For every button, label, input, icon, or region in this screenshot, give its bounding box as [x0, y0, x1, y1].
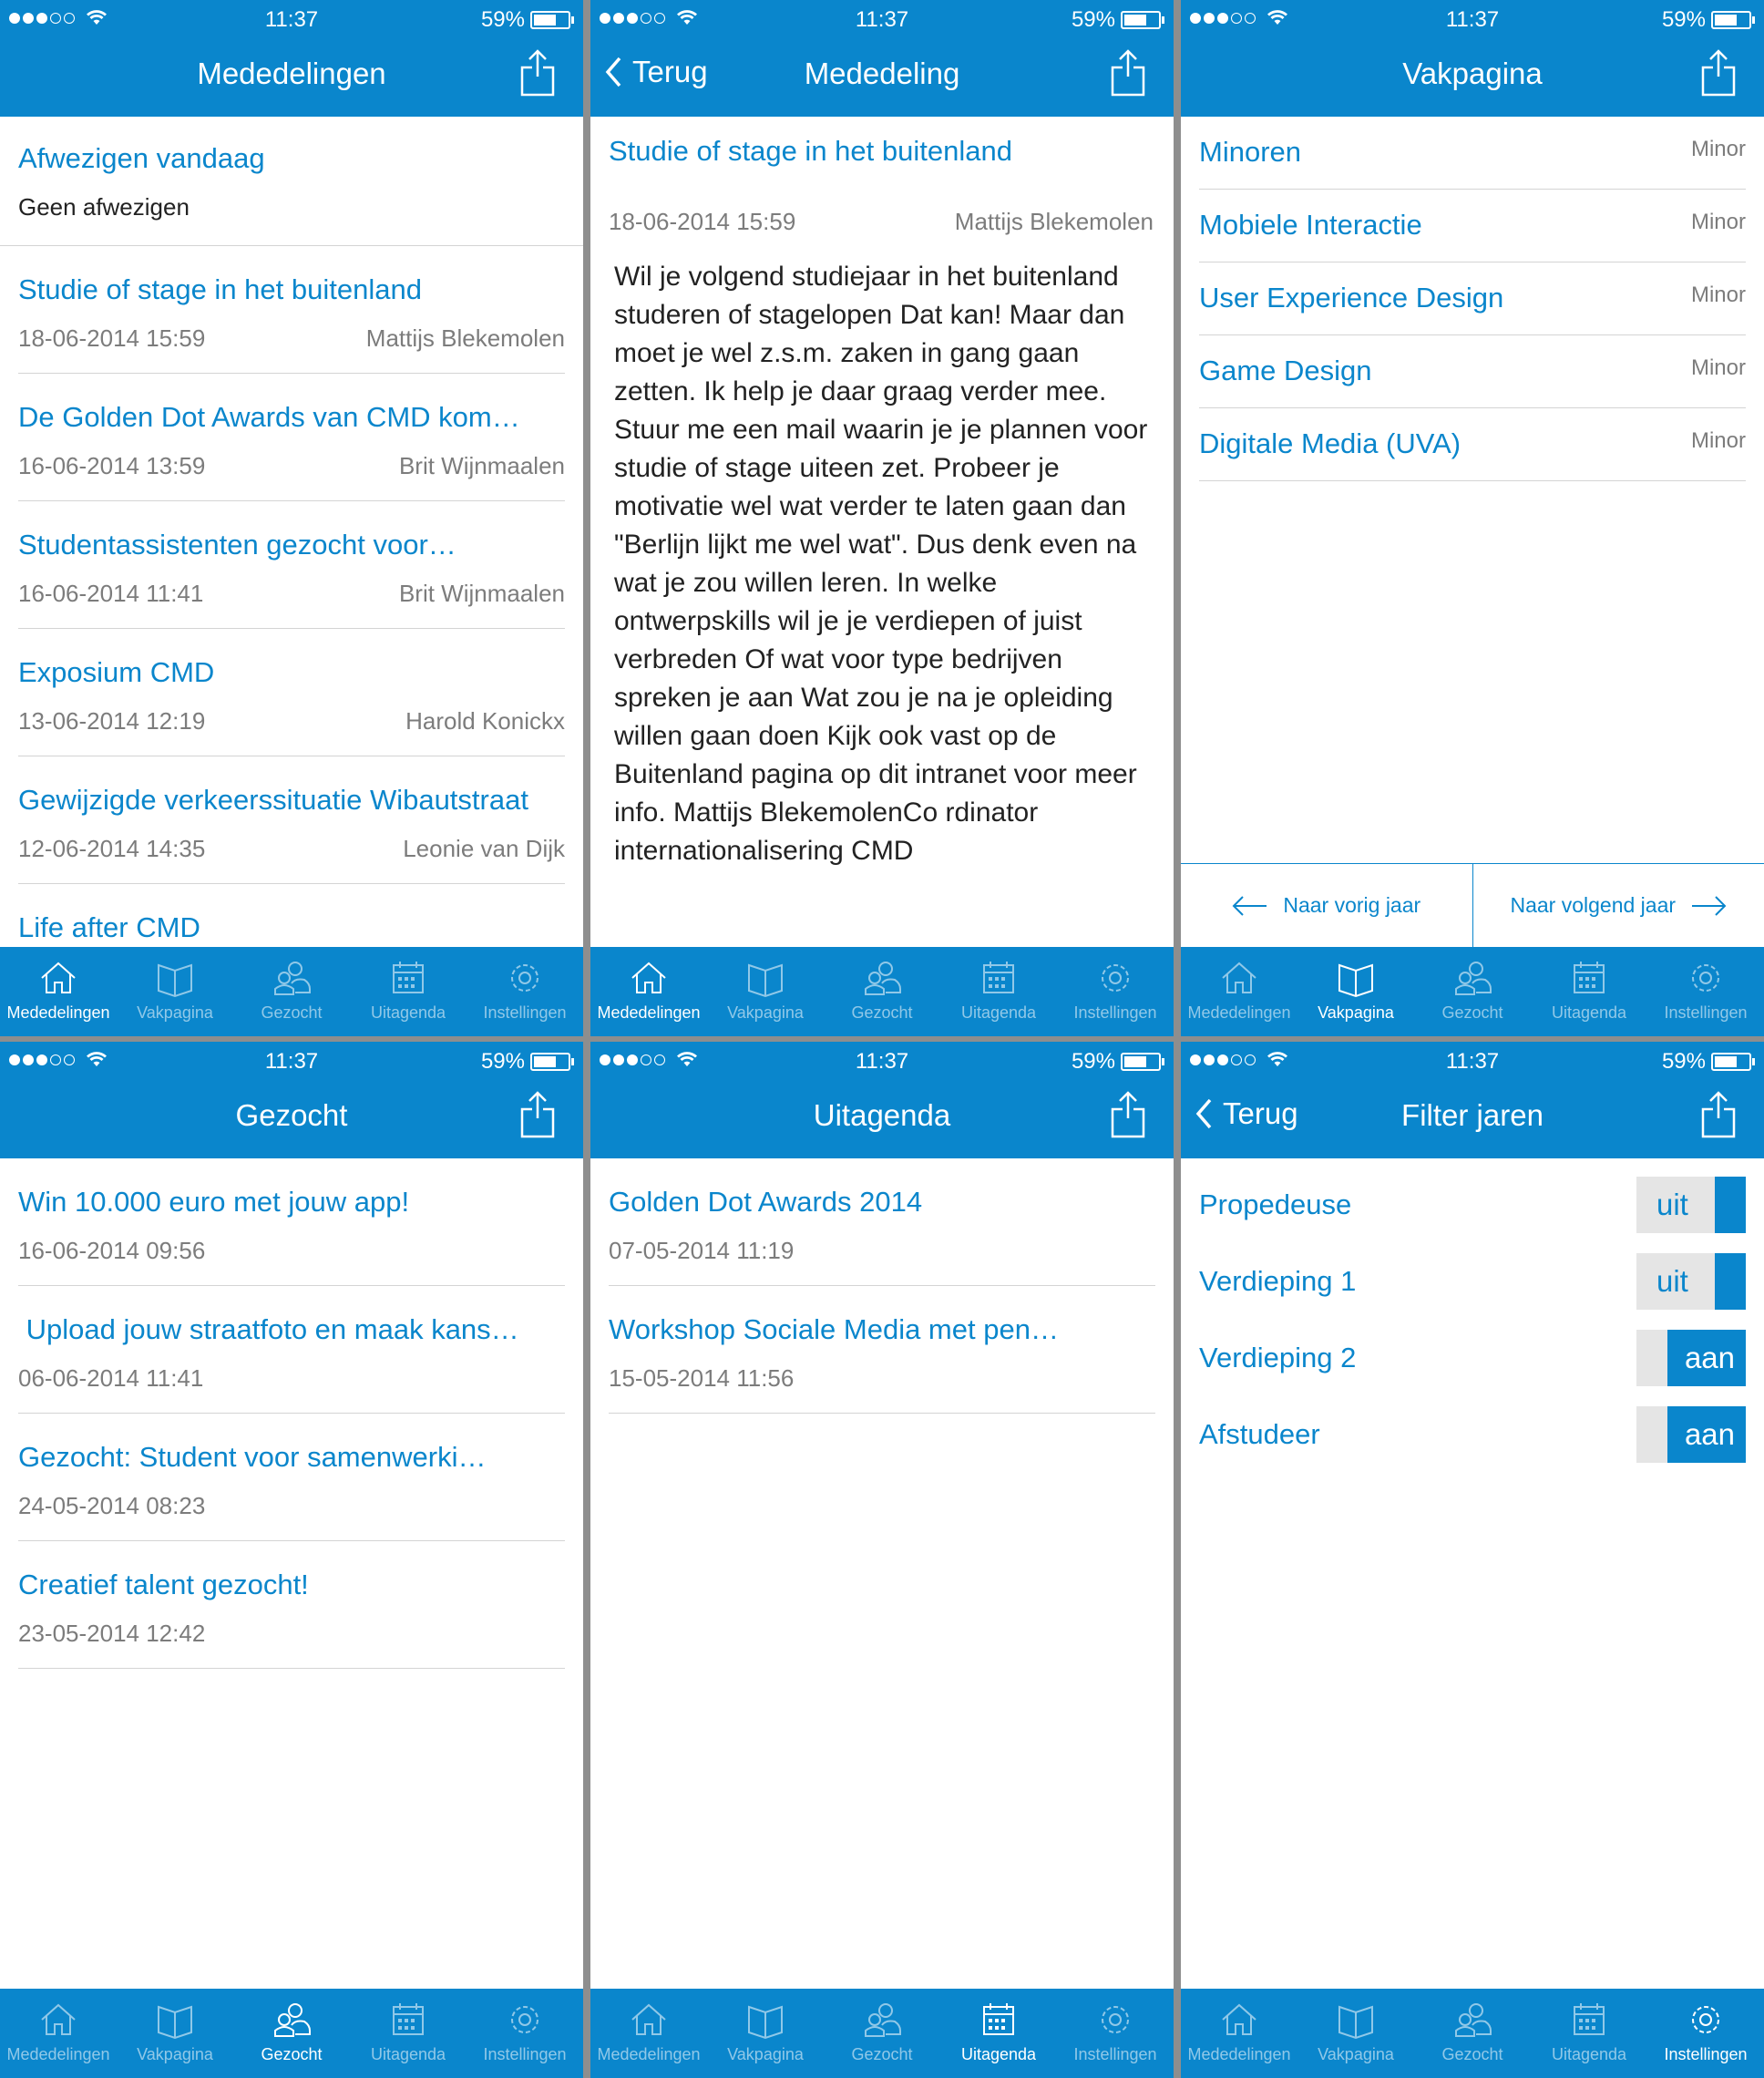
home-icon: [629, 958, 669, 998]
tab-gezocht[interactable]: [824, 1989, 940, 2078]
tab-gezocht[interactable]: [1414, 947, 1531, 1036]
share-icon[interactable]: [519, 49, 556, 97]
tab-label: Vakpagina: [1318, 1003, 1394, 1022]
tab-label: Vakpagina: [727, 1003, 804, 1022]
tab-label: Uitagenda: [1551, 1003, 1627, 1022]
item-title: Studentassistenten gezocht voor…: [18, 529, 456, 561]
tab-uitagenda[interactable]: [940, 1989, 1057, 2078]
tab-bar: [590, 947, 1174, 1036]
filter-toggle[interactable]: [1636, 1406, 1746, 1463]
item-title: Golden Dot Awards 2014: [609, 1186, 923, 1218]
item-date: 16-06-2014 13:59: [18, 452, 206, 479]
battery-indicator: [1072, 1049, 1164, 1075]
tab-mededelingen[interactable]: [0, 947, 117, 1036]
calendar-icon: [979, 958, 1019, 998]
tab-instellingen[interactable]: [467, 1989, 583, 2078]
screen-mededeling-detail: [590, 0, 1174, 1036]
battery-indicator: [481, 7, 574, 33]
tab-mededelingen[interactable]: [590, 947, 707, 1036]
tab-mededelingen[interactable]: [0, 1989, 117, 2078]
item-date: 16-06-2014 09:56: [18, 1237, 206, 1264]
home-icon: [1219, 958, 1259, 998]
item-date: 12-06-2014 14:35: [18, 835, 206, 862]
battery-icon: [1121, 11, 1161, 29]
book-icon: [155, 958, 195, 998]
tab-uitagenda[interactable]: [350, 1989, 467, 2078]
previous-year-button[interactable]: [1181, 864, 1472, 947]
tab-vakpagina[interactable]: [1297, 947, 1414, 1036]
people-icon: [272, 958, 312, 998]
gear-icon: [505, 958, 545, 998]
tab-label: Gezocht: [1441, 2045, 1503, 2063]
page-title: Vakpagina: [1402, 57, 1543, 90]
filter-row-afstudeer: [1199, 1406, 1746, 1463]
battery-percent: 59%: [1071, 7, 1115, 32]
tab-label: Gezocht: [851, 2045, 913, 2063]
previous-year-label: Naar vorig jaar: [1283, 893, 1421, 917]
tab-label: Vakpagina: [137, 2045, 213, 2063]
home-icon: [1219, 2000, 1259, 2040]
home-icon: [38, 958, 78, 998]
back-label: Terug: [632, 55, 708, 88]
tab-bar: [1181, 947, 1764, 1036]
tab-vakpagina[interactable]: [707, 947, 824, 1036]
battery-percent: 59%: [480, 7, 525, 32]
tab-instellingen[interactable]: [1057, 947, 1174, 1036]
tab-mededelingen[interactable]: [1181, 947, 1297, 1036]
tab-vakpagina[interactable]: [1297, 1989, 1414, 2078]
item-date: 24-05-2014 08:23: [18, 1492, 206, 1519]
tab-gezocht[interactable]: [233, 1989, 350, 2078]
status-time: 11:37: [264, 1049, 319, 1074]
page-title: Gezocht: [235, 1098, 348, 1132]
tab-label: Vakpagina: [137, 1003, 213, 1022]
tab-bar: [0, 1989, 583, 2078]
course-type: Minor: [1690, 210, 1746, 234]
toggle-text: uit: [1656, 1264, 1688, 1298]
tab-label: Mededelingen: [6, 2045, 110, 2063]
wanted-list: [0, 1158, 583, 1669]
book-icon: [155, 2000, 195, 2040]
battery-indicator: [1662, 7, 1755, 33]
battery-percent: 59%: [1661, 7, 1706, 32]
item-title: Creatief talent gezocht!: [18, 1569, 309, 1600]
course-type: Minor: [1690, 355, 1746, 380]
battery-indicator: [481, 1049, 574, 1075]
tab-label: Gezocht: [1441, 1003, 1503, 1022]
calendar-icon: [1569, 2000, 1609, 2040]
tab-vakpagina[interactable]: [707, 1989, 824, 2078]
tab-label: Mededelingen: [597, 2045, 701, 2063]
filter-label: Afstudeer: [1199, 1418, 1320, 1450]
nav-header: [0, 0, 583, 117]
tab-bar: [590, 1989, 1174, 2078]
tab-uitagenda[interactable]: [1531, 947, 1647, 1036]
item-title: Win 10.000 euro met jouw app!: [18, 1186, 410, 1218]
tab-label: Vakpagina: [727, 2045, 804, 2063]
tab-label: Uitagenda: [960, 1003, 1037, 1022]
item-date: 23-05-2014 12:42: [18, 1620, 206, 1647]
item-author: Leonie van Dijk: [403, 835, 565, 862]
filter-toggle[interactable]: [1636, 1330, 1746, 1386]
book-icon: [745, 2000, 785, 2040]
tab-mededelingen[interactable]: [590, 1989, 707, 2078]
book-icon: [1336, 2000, 1376, 2040]
share-icon[interactable]: [1700, 49, 1737, 97]
course-name: User Experience Design: [1199, 282, 1504, 314]
arrow-right-icon: [1690, 895, 1727, 917]
toggle-text: uit: [1656, 1188, 1688, 1221]
screen-uitagenda: [590, 1042, 1174, 2078]
tab-uitagenda[interactable]: [1531, 1989, 1647, 2078]
battery-percent: 59%: [480, 1049, 525, 1074]
next-year-label: Naar volgend jaar: [1510, 893, 1677, 917]
people-icon: [862, 958, 902, 998]
item-date: 07-05-2014 11:19: [609, 1237, 795, 1264]
calendar-icon: [979, 2000, 1019, 2040]
tab-label: Instellingen: [1664, 2045, 1748, 2063]
tab-label: Gezocht: [851, 1003, 913, 1022]
list-item[interactable]: [18, 1414, 565, 1541]
gear-icon: [1095, 958, 1135, 998]
filter-toggle[interactable]: [1636, 1253, 1746, 1310]
absent-text: Geen afwezigen: [18, 193, 190, 221]
people-icon: [272, 2000, 312, 2040]
tab-label: Mededelingen: [1187, 2045, 1291, 2063]
tab-vakpagina[interactable]: [117, 947, 233, 1036]
detail-title: Studie of stage in het buitenland: [609, 135, 1012, 167]
nav-header: [0, 1042, 583, 1158]
tab-instellingen[interactable]: [1057, 1989, 1174, 2078]
share-icon[interactable]: [519, 1091, 556, 1138]
toggle-text: aan: [1684, 1341, 1735, 1374]
tab-label: Instellingen: [1664, 1003, 1748, 1022]
item-author: Harold Konickx: [405, 707, 565, 735]
arrow-left-icon: [1232, 895, 1268, 917]
share-icon[interactable]: [1700, 1091, 1737, 1138]
tab-label: Mededelingen: [6, 1003, 110, 1022]
list-item[interactable]: [18, 1158, 565, 1286]
battery-icon: [1711, 1053, 1751, 1071]
item-title: Workshop Sociale Media met pen…: [609, 1313, 1059, 1345]
filter-toggle[interactable]: [1636, 1177, 1746, 1233]
status-bar: [590, 1042, 1174, 1082]
status-time: 11:37: [855, 1049, 909, 1074]
list-item[interactable]: [18, 1286, 565, 1414]
screen-vakpagina: [1181, 0, 1764, 1036]
battery-icon: [1121, 1053, 1161, 1071]
list-item[interactable]: [18, 629, 565, 756]
item-title: Gezocht: Student voor samenwerki…: [18, 1441, 487, 1473]
tab-instellingen[interactable]: [467, 947, 583, 1036]
people-icon: [1452, 958, 1492, 998]
tab-gezocht[interactable]: [233, 947, 350, 1036]
list-item[interactable]: [18, 884, 565, 957]
detail-body: Wil je volgend studiejaar in het buitenland studeren of stagelopen Dat kan! Maar dan moet je wel z.s.m. zaken in gang gaan zetten. Ik help je daar graag verder mee. Stuur me een mail waarin je je plannen voor studie of stage uiteen zet. Probeer je motivatie wel wat verder te laten gaan dan "Berlijn lijkt me wel wat". Dus denk even na wat je zou willen leren. In welke ontwerpskills wil je je verdiepen of juist verbreden Of wat voor type bedrijven spreken je aan Wat zou je na je opleiding willen gaan doen Kijk ook vast op de Buitenland pagina op dit intranet voor meer info. Mattijs BlekemolenCo rdinator internationalisering CMD: [614, 262, 1148, 866]
course-name: Game Design: [1199, 355, 1372, 386]
tab-label: Instellingen: [483, 2045, 567, 2063]
status-bar: [0, 1042, 583, 1082]
tab-uitagenda[interactable]: [350, 947, 467, 1036]
nav-header: [1181, 1042, 1764, 1158]
year-navigation: [1181, 863, 1764, 947]
status-time: 11:37: [1445, 7, 1500, 32]
filter-row-verdieping-1: [1199, 1253, 1746, 1310]
announcement-list: [0, 117, 583, 957]
course-name: Mobiele Interactie: [1199, 209, 1422, 241]
status-time: 11:37: [855, 7, 909, 32]
course-type: Minor: [1690, 428, 1746, 453]
item-author: Mattijs Blekemolen: [365, 324, 565, 352]
battery-indicator: [1072, 7, 1164, 33]
item-title: Life after CMD: [18, 911, 200, 943]
status-bar: [590, 0, 1174, 40]
item-title: Upload jouw straatfoto en maak kans…: [18, 1313, 519, 1345]
people-icon: [862, 2000, 902, 2040]
filter-row-propedeuse: [1199, 1177, 1746, 1233]
page-title: Filter jaren: [1401, 1098, 1544, 1132]
course-type: Minor: [1690, 283, 1746, 307]
item-title: Exposium CMD: [18, 656, 215, 688]
list-item[interactable]: [1199, 335, 1746, 408]
status-time: 11:37: [1445, 1049, 1500, 1074]
battery-percent: 59%: [1071, 1049, 1115, 1074]
calendar-icon: [388, 958, 428, 998]
nav-header: [590, 1042, 1174, 1158]
toggle-text: aan: [1684, 1417, 1735, 1451]
course-name: Minoren: [1199, 136, 1301, 168]
tab-uitagenda[interactable]: [940, 947, 1057, 1036]
tab-vakpagina[interactable]: [117, 1989, 233, 2078]
list-item[interactable]: [18, 501, 565, 629]
item-title: Studie of stage in het buitenland: [18, 273, 422, 305]
filter-label: Propedeuse: [1199, 1188, 1352, 1220]
page-title: Uitagenda: [813, 1098, 951, 1132]
tab-label: Instellingen: [1073, 1003, 1157, 1022]
home-icon: [38, 2000, 78, 2040]
tab-gezocht[interactable]: [1414, 1989, 1531, 2078]
battery-indicator: [1662, 1049, 1755, 1075]
tab-label: Mededelingen: [597, 1003, 701, 1022]
absent-title: Afwezigen vandaag: [18, 142, 265, 174]
tab-label: Vakpagina: [1318, 2045, 1394, 2063]
list-item[interactable]: [18, 1541, 565, 1669]
list-item[interactable]: [18, 374, 565, 501]
list-item[interactable]: [609, 1286, 1155, 1414]
tab-label: Instellingen: [1073, 2045, 1157, 2063]
calendar-icon: [1569, 958, 1609, 998]
tab-instellingen[interactable]: [1647, 1989, 1764, 2078]
page-title: Mededeling: [804, 57, 960, 90]
gear-icon: [1686, 2000, 1726, 2040]
book-icon: [745, 958, 785, 998]
battery-percent: 59%: [1661, 1049, 1706, 1074]
calendar-icon: [388, 2000, 428, 2040]
tab-label: Uitagenda: [370, 1003, 446, 1022]
status-time: 11:37: [264, 7, 319, 32]
tab-bar: [0, 947, 583, 1036]
course-type: Minor: [1690, 137, 1746, 161]
tab-label: Instellingen: [483, 1003, 567, 1022]
book-icon: [1336, 958, 1376, 998]
list-item[interactable]: [1199, 408, 1746, 481]
list-item[interactable]: [609, 1158, 1155, 1286]
share-icon[interactable]: [1110, 49, 1146, 97]
list-item[interactable]: [18, 756, 565, 884]
tab-bar: [1181, 1989, 1764, 2078]
course-name: Digitale Media (UVA): [1199, 427, 1461, 459]
nav-header: [590, 0, 1174, 117]
list-item[interactable]: [1199, 117, 1746, 190]
item-author: Brit Wijnmaalen: [398, 580, 565, 607]
list-item[interactable]: [1199, 190, 1746, 262]
battery-icon: [530, 11, 570, 29]
battery-icon: [530, 1053, 570, 1071]
share-icon[interactable]: [1110, 1091, 1146, 1138]
tab-label: Uitagenda: [1551, 2045, 1627, 2063]
tab-label: Gezocht: [261, 1003, 323, 1022]
tab-instellingen[interactable]: [1647, 947, 1764, 1036]
item-date: 16-06-2014 11:41: [18, 580, 204, 607]
screen-filter-jaren: [1181, 1042, 1764, 2078]
detail-author: Mattijs Blekemolen: [954, 208, 1154, 235]
course-list: [1181, 117, 1764, 481]
screen-gezocht: [0, 1042, 583, 2078]
list-item[interactable]: [1199, 262, 1746, 335]
nav-header: [1181, 0, 1764, 117]
item-date: 13-06-2014 12:19: [18, 707, 206, 735]
back-label: Terug: [1223, 1096, 1298, 1130]
home-icon: [629, 2000, 669, 2040]
page-title: Mededelingen: [197, 57, 386, 90]
item-author: Brit Wijnmaalen: [398, 452, 565, 479]
tab-mededelingen[interactable]: [1181, 1989, 1297, 2078]
status-bar: [0, 0, 583, 40]
next-year-button[interactable]: [1472, 864, 1764, 947]
status-bar: [1181, 0, 1764, 40]
people-icon: [1452, 2000, 1492, 2040]
absent-today-block[interactable]: [0, 117, 583, 246]
gear-icon: [505, 2000, 545, 2040]
gear-icon: [1686, 958, 1726, 998]
detail-date: 18-06-2014 15:59: [609, 208, 796, 235]
list-item[interactable]: [18, 246, 565, 374]
tab-label: Gezocht: [261, 2045, 323, 2063]
gear-icon: [1095, 2000, 1135, 2040]
item-date: 06-06-2014 11:41: [18, 1364, 204, 1392]
tab-label: Uitagenda: [960, 2045, 1037, 2063]
screen-mededelingen: [0, 0, 583, 1036]
tab-label: Mededelingen: [1187, 1003, 1291, 1022]
status-bar: [1181, 1042, 1764, 1082]
item-title: Gewijzigde verkeerssituatie Wibautstraat: [18, 784, 528, 816]
battery-icon: [1711, 11, 1751, 29]
filter-label: Verdieping 2: [1199, 1342, 1357, 1373]
item-title: De Golden Dot Awards van CMD kom…: [18, 401, 520, 433]
item-date: 18-06-2014 15:59: [18, 324, 206, 352]
tab-label: Uitagenda: [370, 2045, 446, 2063]
agenda-list: [590, 1158, 1174, 1414]
filter-row-verdieping-2: [1199, 1330, 1746, 1386]
item-date: 15-05-2014 11:56: [609, 1364, 795, 1392]
tab-gezocht[interactable]: [824, 947, 940, 1036]
filter-label: Verdieping 1: [1199, 1265, 1357, 1297]
